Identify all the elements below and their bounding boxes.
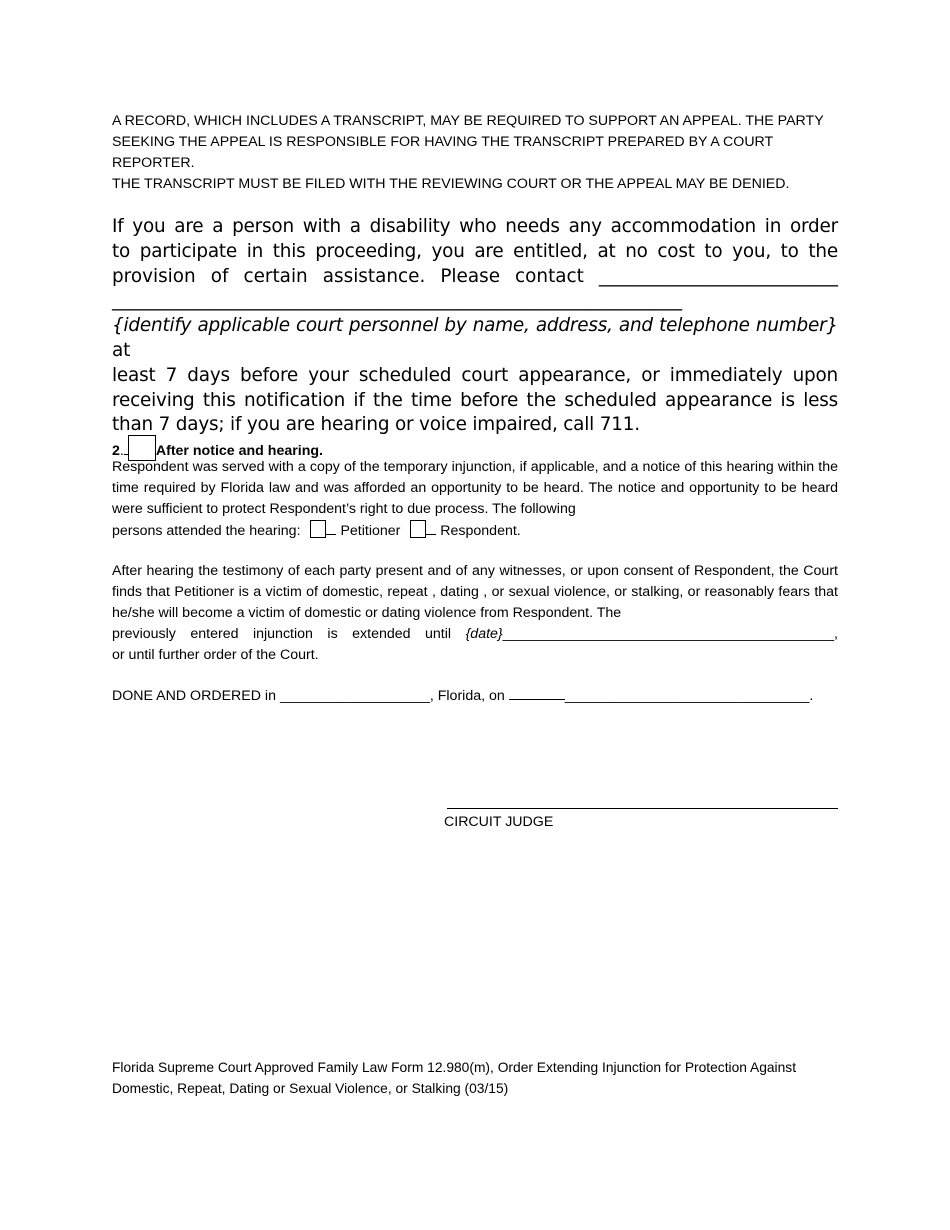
finding-text: After hearing the testimony of each party present and of any witnesses, or upon consent of Respondent, the Court finds that Petitioner is a victim of domestic, repeat , dating , or sexual violence, or stalking, or reasonably fears that he/she will become a victim of domestic or dating violence from Respondent. The: [112, 563, 838, 621]
attended-label: persons attended the hearing:: [112, 523, 301, 539]
ordered-middle: , Florida, on: [429, 688, 505, 704]
transcript-notice: THE TRANSCRIPT MUST BE FILED WITH THE REVIEWING COURT OR THE APPEAL MAY BE DENIED.: [112, 176, 790, 192]
section-number: 2: [112, 443, 120, 459]
ada-line-3: provision of certain assistance. Please contact __________________________: [112, 265, 838, 287]
ada-line-7: receiving this notification if the time before the scheduled appearance is less: [112, 389, 838, 411]
done-and-ordered-line: [112, 686, 838, 707]
finding-paragraph: [112, 561, 838, 666]
judge-signature-line[interactable]: [447, 808, 838, 809]
extension-line: [112, 624, 838, 645]
ordered-end: .: [809, 688, 814, 704]
ordered-prefix: DONE AND ORDERED in: [112, 688, 276, 704]
ada-line-1: If you are a person with a disability who needs any accommodation in order: [112, 216, 838, 237]
respondent-attended-checkbox[interactable]: [410, 520, 426, 538]
record-line-1: A RECORD, WHICH INCLUDES A TRANSCRIPT, MAY BE REQUIRED TO SUPPORT AN APPEAL. THE PARTY: [112, 113, 824, 129]
ada-line-5-tail: at: [112, 339, 131, 361]
ada-line-8: than 7 days; if you are hearing or voice impaired, call 711.: [112, 414, 640, 436]
ada-personnel-instruction: {identify applicable court personnel by name, address, and telephone number}: [112, 315, 838, 337]
attendance-line: [112, 520, 838, 542]
form-footer: [112, 1057, 838, 1099]
record-line-2: SEEKING THE APPEAL IS RESPONSIBLE FOR HAVING THE TRANSCRIPT PREPARED BY A COURT REPORTER.: [112, 134, 773, 171]
section-2-heading: 2. After notice and hearing.: [112, 435, 838, 462]
petitioner-label: Petitioner: [340, 523, 401, 539]
section-heading: After notice and hearing.: [155, 443, 323, 459]
respondent-label: Respondent.: [440, 523, 521, 539]
date-placeholder: {date}: [465, 626, 503, 642]
order-date-blank[interactable]: _______________________________: [564, 688, 810, 704]
extension-date-blank[interactable]: __________________________________________,: [502, 626, 838, 642]
county-blank[interactable]: ___________________: [279, 688, 430, 704]
closing-line: or until further order of the Court.: [112, 647, 319, 663]
petitioner-attended-checkbox[interactable]: [310, 520, 326, 538]
ada-contact-blank[interactable]: ______________________________________________________________: [112, 290, 683, 312]
ada-notice: [112, 215, 838, 438]
service-paragraph: Respondent was served with a copy of the temporary injunction, if applicable, and a notice of this hearing within the time required by Florida law and was afforded an opportunity to be heard. The notice and opportunity to be heard were sufficient to protect Respondent’s right to due process. The following: [112, 459, 838, 517]
footer-line-1: Florida Supreme Court Approved Family Law Form 12.980(m), Order Extending Injunction for Protection Against: [112, 1060, 797, 1075]
section-2-paragraph: [112, 457, 838, 542]
appeal-notice: [112, 111, 838, 174]
ada-line-2: to participate in this proceeding, you are entitled, at no cost to you, to the: [112, 240, 838, 262]
extended-prefix: previously entered injunction is extended until: [112, 626, 452, 642]
ada-line-6: least 7 days before your scheduled court appearance, or immediately upon: [112, 364, 838, 386]
ada-line-5: [112, 314, 838, 364]
footer-line-2: Domestic, Repeat, Dating or Sexual Violence, or Stalking (03/15): [112, 1081, 509, 1096]
circuit-judge-label: CIRCUIT JUDGE: [444, 814, 554, 830]
